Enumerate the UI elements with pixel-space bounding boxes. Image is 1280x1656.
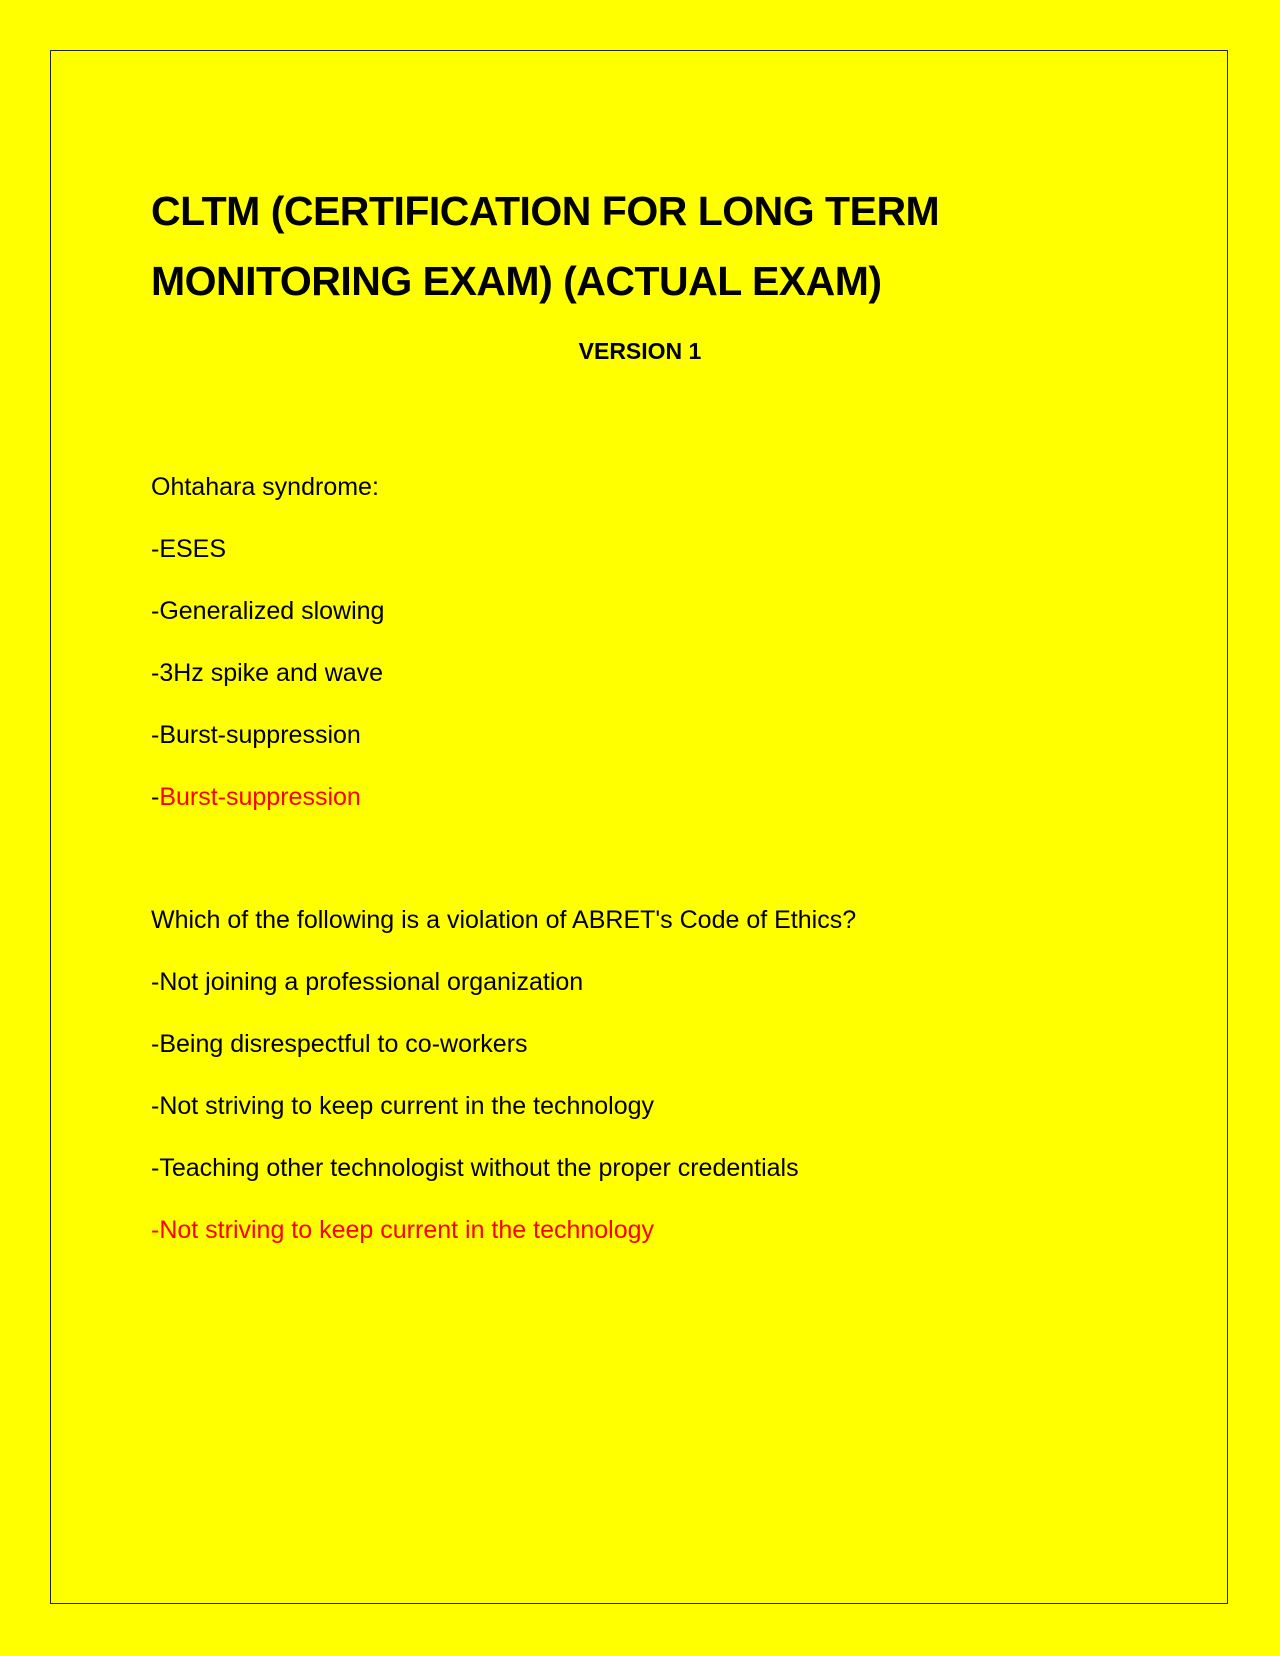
question-block-2 xyxy=(151,889,1151,1261)
option-item: -Not joining a professional organization xyxy=(151,968,584,996)
answer-prefix: - xyxy=(151,783,160,811)
option-item: -Generalized slowing xyxy=(151,597,385,625)
option-item: -Teaching other technologist without the proper credentials xyxy=(151,1154,799,1182)
option-item: -Being disrespectful to co-workers xyxy=(151,1030,528,1058)
document-title: CLTM (CERTIFICATION FOR LONG TERM MONITORING EXAM) (ACTUAL EXAM) xyxy=(151,188,940,304)
question-text: Which of the following is a violation of ABRET's Code of Ethics? xyxy=(151,906,857,934)
version-label: VERSION 1 xyxy=(578,338,702,364)
question-text: Ohtahara syndrome: xyxy=(151,473,379,501)
option-item: -3Hz spike and wave xyxy=(151,659,384,687)
answer-text: -Not striving to keep current in the technology xyxy=(151,1216,655,1244)
question-block-1 xyxy=(151,456,1151,828)
option-item: -ESES xyxy=(151,535,227,563)
option-item: -Burst-suppression xyxy=(151,721,361,749)
answer-line xyxy=(151,766,1151,828)
answer-text: Burst-suppression xyxy=(159,783,361,811)
document-content xyxy=(151,176,1151,1244)
option-item: -Not striving to keep current in the technology xyxy=(151,1092,655,1120)
